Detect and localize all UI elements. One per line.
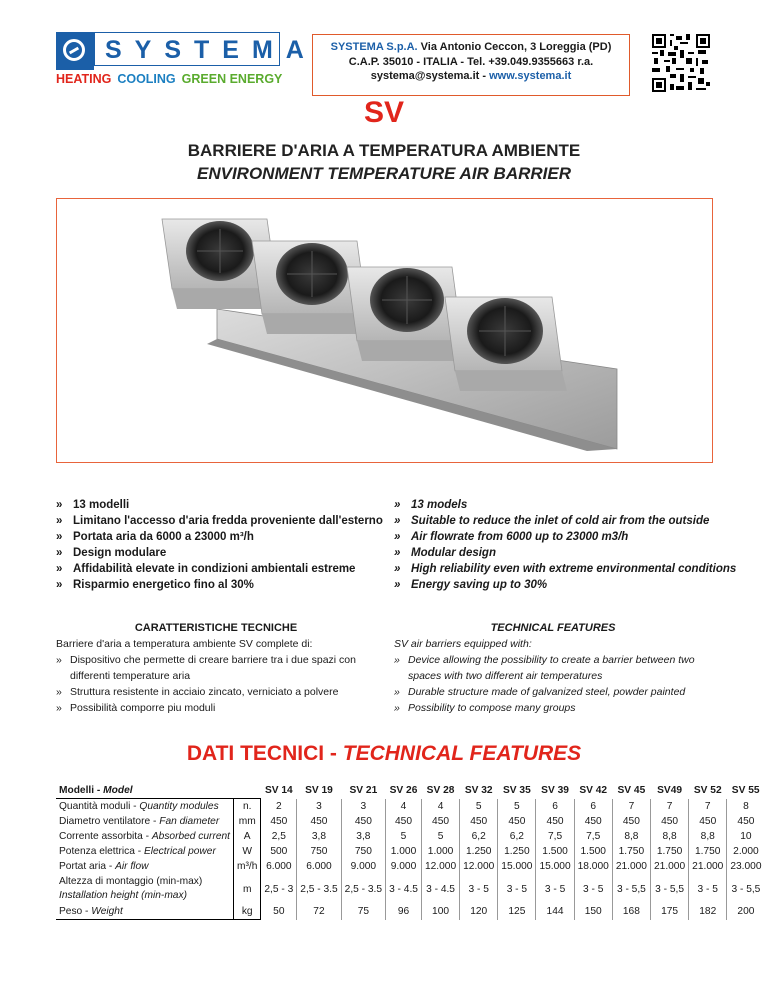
table-cell: 6.000	[297, 859, 341, 874]
list-item: » Limitano l'accesso d'aria fredda proveniente dall'esterno	[56, 515, 383, 527]
table-header-row	[56, 783, 765, 799]
datasheet-table	[56, 783, 765, 920]
table-cell: 1.750	[650, 844, 688, 859]
table-cell: 6.000	[261, 859, 297, 874]
list-item: » Dispositivo che permette di creare barriere tra i due spazi con differenti temperature aria	[56, 654, 356, 682]
table-cell: 1.500	[536, 844, 574, 859]
table-row-unit: mm	[234, 814, 261, 829]
tagline-green: GREEN ENERGY	[181, 72, 283, 86]
product-photo	[56, 198, 713, 463]
brand-tagline	[56, 72, 282, 86]
table-cell: 8	[743, 800, 749, 812]
table-header-model: SV49	[657, 785, 683, 797]
table-cell: 21.000	[689, 859, 727, 874]
product-code: SV	[363, 96, 405, 129]
table-cell: 182	[689, 904, 727, 920]
table-header-model: SV 14	[264, 785, 293, 797]
table-header-model: SV 55	[731, 785, 760, 797]
table-row	[56, 874, 765, 904]
table-cell: 200	[737, 906, 755, 918]
table-row-label: Corrente assorbita - Absorbed current	[56, 829, 234, 844]
table-header-unit	[234, 783, 261, 799]
qr-code-icon	[652, 34, 710, 92]
table-cell: 168	[612, 904, 650, 920]
product-title-it: BARRIERE D'ARIA A TEMPERATURA AMBIENTE	[187, 141, 581, 160]
logo-mark-icon	[56, 32, 94, 70]
product-title-en: ENVIRONMENT TEMPERATURE AIR BARRIER	[196, 164, 571, 183]
table-row-label: Quantità moduli - Quantity modules	[56, 799, 234, 815]
table-cell: 5	[460, 799, 498, 815]
table-cell: 21.000	[650, 859, 688, 874]
tech-body-en	[394, 636, 714, 716]
company-name: SYSTEMA S.p.A.	[330, 41, 418, 53]
tagline-heating: HEATING	[56, 72, 112, 86]
table-cell: 100	[421, 904, 459, 920]
logo-wordmark: SYSTEMA	[94, 32, 280, 66]
air-barrier-image	[57, 199, 712, 462]
table-cell: 7,5	[536, 829, 574, 844]
table-cell: 2,5 - 3.5	[297, 874, 341, 904]
table-row-label: Peso - Weight	[56, 904, 234, 920]
table-row-unit: m	[234, 874, 261, 904]
list-item: » Modular design	[394, 547, 496, 559]
table-header-model: SV 28	[426, 785, 455, 797]
table-cell: 450	[460, 814, 498, 829]
table-row-label: Diametro ventilatore - Fan diameter	[56, 814, 234, 829]
table-cell: 3 - 4.5	[421, 874, 459, 904]
table-cell: 15.000	[498, 859, 536, 874]
table-cell: 500	[261, 844, 297, 859]
table-cell: 7	[689, 799, 727, 815]
list-item: » Possibility to compose many groups	[394, 702, 576, 714]
tech-title-en: TECHNICAL FEATURES	[490, 622, 616, 634]
table-cell: 450	[261, 814, 297, 829]
list-item: » Energy saving up to 30%	[394, 579, 548, 591]
table-cell: 7,5	[574, 829, 612, 844]
table-cell: 72	[297, 904, 341, 920]
table-row-label: Portat aria - Air flow	[56, 859, 234, 874]
tagline-cooling: COOLING	[117, 72, 176, 86]
table-cell: 9.000	[341, 859, 385, 874]
table-cell: 750	[297, 844, 341, 859]
list-item: » Struttura resistente in acciaio zincato, verniciato a polvere	[56, 686, 339, 698]
table-cell: 3,8	[297, 829, 341, 844]
table-cell: 1.250	[460, 844, 498, 859]
table-row-unit: kg	[234, 904, 261, 920]
table-header-model: SV 35	[503, 785, 531, 797]
table-cell: 18.000	[574, 859, 612, 874]
table-cell: 8,8	[650, 829, 688, 844]
datasheet-title: DATI TECNICI - TECHNICAL FEATURES	[186, 742, 582, 765]
bullets-en	[394, 497, 736, 593]
company-website[interactable]: www.systema.it	[489, 70, 572, 82]
table-cell: 120	[460, 904, 498, 920]
table-header-model: SV 42	[579, 785, 608, 797]
list-item: » 13 models	[394, 499, 468, 511]
table-cell: 3 - 5	[574, 874, 612, 904]
table-cell: 8,8	[612, 829, 650, 844]
table-cell: 5	[421, 829, 459, 844]
table-cell: 15.000	[536, 859, 574, 874]
table-cell: 750	[341, 844, 385, 859]
list-item: » Device allowing the possibility to create a barrier between two spaces with two different air temperatures	[394, 654, 695, 682]
list-item: » Air flowrate from 6000 up to 23000 m3/h	[394, 531, 629, 543]
table-cell: 450	[341, 814, 385, 829]
table-cell: 3 - 4.5	[386, 874, 422, 904]
tech-title-it: CARATTERISTICHE TECNICHE	[134, 622, 298, 634]
table-row-unit: n.	[234, 799, 261, 815]
company-address: Via Antonio Ceccon, 3 Loreggia (PD)	[420, 41, 612, 53]
systema-logo	[56, 32, 317, 68]
table-cell: 6,2	[460, 829, 498, 844]
table-cell: 3 - 5	[498, 874, 536, 904]
table-row	[56, 829, 765, 844]
table-cell: 75	[341, 904, 385, 920]
table-header-model: SV 21	[349, 785, 378, 797]
tech-intro-it: Barriere d'aria a temperatura ambiente SV complete di:	[56, 638, 313, 650]
table-cell: 1.750	[689, 844, 727, 859]
table-cell: 3 - 5	[536, 874, 574, 904]
list-item: » Portata aria da 6000 a 23000 m³/h	[56, 531, 254, 543]
tech-intro-en: SV air barriers equipped with:	[394, 638, 532, 650]
table-cell: 4	[421, 799, 459, 815]
table-cell: 450	[536, 814, 574, 829]
list-item: » High reliability even with extreme environmental conditions	[394, 563, 737, 575]
table-cell: 23.000	[730, 861, 762, 872]
table-cell: 3 - 5	[460, 874, 498, 904]
table-cell: 450	[612, 814, 650, 829]
table-row	[56, 904, 765, 920]
table-cell: 12.000	[460, 859, 498, 874]
table-cell: 450	[574, 814, 612, 829]
table-cell: 50	[261, 904, 297, 920]
table-cell: 1.750	[612, 844, 650, 859]
list-item: » Durable structure made of galvanized steel, powder painted	[394, 686, 686, 698]
table-cell: 3 - 5	[689, 874, 727, 904]
table-cell: 450	[421, 814, 459, 829]
table-header-model: SV 45	[617, 785, 646, 797]
table-header-model: SV 19	[305, 785, 333, 797]
table-row-unit: m³/h	[234, 859, 261, 874]
list-item: » Design modulare	[56, 547, 167, 559]
table-header-model: SV 39	[541, 785, 569, 797]
table-cell: 125	[498, 904, 536, 920]
table-cell: 1.000	[386, 844, 422, 859]
table-cell: 96	[386, 904, 422, 920]
table-row	[56, 844, 765, 859]
table-header-model: SV 26	[389, 785, 418, 797]
table-row	[56, 799, 765, 815]
table-cell: 3,8	[341, 829, 385, 844]
contact-box: SYSTEMA S.p.A. Via Antonio Ceccon, 3 Loreggia (PD) C.A.P. 35010 - ITALIA - Tel. +39.049.9355663 r.a. systema@systema.it - www.systema.it	[312, 34, 630, 96]
table-cell: 7	[650, 799, 688, 815]
table-cell: 8,8	[689, 829, 727, 844]
table-cell: 450	[498, 814, 536, 829]
table-row-unit: W	[234, 844, 261, 859]
table-cell: 5	[498, 799, 536, 815]
table-cell: 2,5 - 3.5	[341, 874, 385, 904]
company-email[interactable]: systema@systema.it	[370, 70, 480, 82]
table-cell: 3 - 5,5	[650, 874, 688, 904]
table-row-label: Potenza elettrica - Electrical power	[56, 844, 234, 859]
table-cell: 9.000	[386, 859, 422, 874]
table-cell: 12.000	[421, 859, 459, 874]
table-row-label: Altezza di montaggio (min-max) Installation height (min-max)	[56, 874, 234, 904]
bullets-it	[56, 497, 383, 593]
table-cell: 1.250	[498, 844, 536, 859]
table-cell: 5	[386, 829, 422, 844]
table-cell: 450	[297, 814, 341, 829]
company-postal-phone: C.A.P. 35010 - ITALIA - Tel. +39.049.9355663 r.a.	[348, 55, 594, 68]
table-cell: 21.000	[612, 859, 650, 874]
table-cell: 2.000	[733, 846, 759, 857]
table-cell: 7	[612, 799, 650, 815]
list-item: » Affidabilità elevate in condizioni ambientali estreme	[56, 563, 356, 575]
table-cell: 4	[386, 799, 422, 815]
table-row	[56, 859, 765, 874]
table-cell: 2,5 - 3	[261, 874, 297, 904]
table-cell: 150	[574, 904, 612, 920]
table-cell: 6,2	[498, 829, 536, 844]
table-cell: 2,5	[261, 829, 297, 844]
list-item: » Risparmio energetico fino al 30%	[56, 579, 254, 591]
table-cell: 175	[650, 904, 688, 920]
table-cell: 10	[740, 831, 752, 842]
table-cell: 450	[689, 814, 727, 829]
table-cell: 1.500	[574, 844, 612, 859]
list-item: » 13 modelli	[56, 499, 130, 511]
table-cell: 6	[574, 799, 612, 815]
list-item: » Possibilità comporre piu moduli	[56, 702, 216, 714]
table-cell: 450	[737, 816, 755, 827]
list-item: » Suitable to reduce the inlet of cold air from the outside	[394, 515, 710, 527]
table-header-model: SV 32	[464, 785, 493, 797]
table-header-model: SV 52	[693, 785, 722, 797]
table-cell: 3 - 5,5	[612, 874, 650, 904]
table-cell: 3	[341, 799, 385, 815]
table-cell: 3	[297, 799, 341, 815]
tech-body-it	[56, 636, 380, 716]
table-cell: 2	[261, 799, 297, 815]
table-cell: 144	[536, 904, 574, 920]
table-cell: 3 - 5,5	[731, 883, 761, 895]
table-cell: 6	[536, 799, 574, 815]
table-cell: 450	[386, 814, 422, 829]
table-cell: 1.000	[421, 844, 459, 859]
table-row-unit: A	[234, 829, 261, 844]
table-header-label: Modelli - Model	[59, 785, 133, 796]
table-row	[56, 814, 765, 829]
table-cell: 450	[650, 814, 688, 829]
